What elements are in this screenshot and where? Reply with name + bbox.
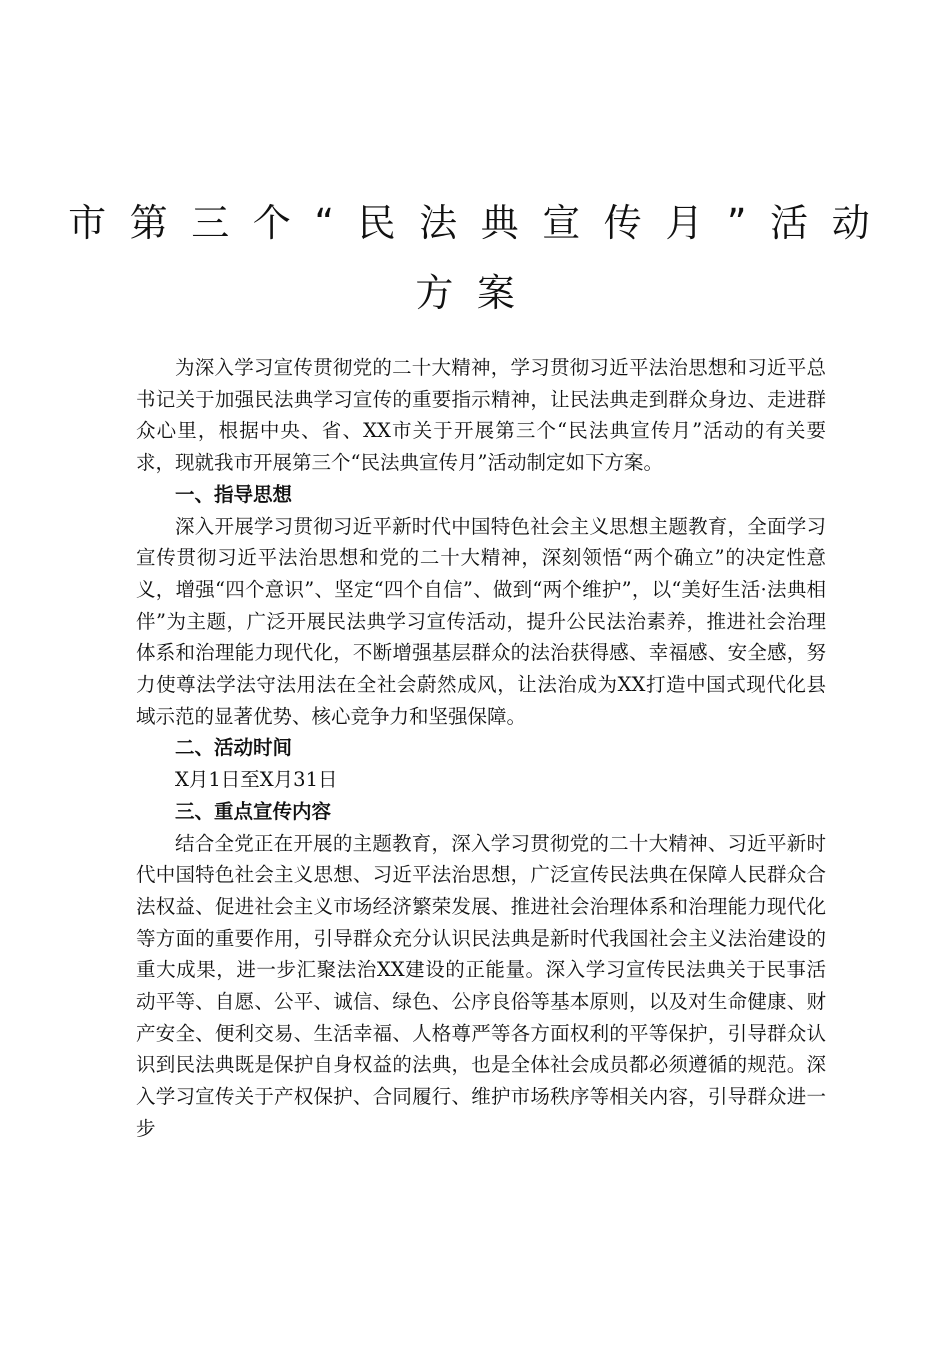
section-heading-activity-time: 二、活动时间 — [175, 736, 293, 760]
section-paragraph-guiding-thought: 深入开展学习贯彻习近平新时代中国特色社会主义思想主题教育，全面学习宣传贯彻习近平法治思想和党的二十大精神，深刻领悟“两个确立”的决定性意义，增强“四个意识”、坚定“四个自信”、做到“两个维护”，以“美好生活·法典相伴”为主题，广泛开展民法典学习宣传活动，提升公民法治素养，推进社会治理体系和治理能力现代化，不断增强基层群众的法治获得感、幸福感、安全感，努力使尊法学法守法用法在全社会蔚然成风，让法治成为XX打造中国式现代化县域示范的显著优势、核心竞争力和坚强保障。 — [136, 514, 826, 728]
section-heading-guiding-thought: 一、指导思想 — [175, 482, 293, 506]
section-paragraph-key-content: 结合全党正在开展的主题教育，深入学习贯彻党的二十大精神、习近平新时代中国特色社会主义思想、习近平法治思想，广泛宣传民法典在保障人民群众合法权益、促进社会主义市场经济繁荣发展、推进社会治理体系和治理能力现代化等方面的重要作用，引导群众充分认识民法典是新时代我国社会主义法治建设的重大成果，进一步汇聚法治XX建设的正能量。深入学习宣传民法典关于民事活动平等、自愿、公平、诚信、绿色、公序良俗等基本原则，以及对生命健康、财产安全、便利交易、生活幸福、人格尊严等各方面权利的平等保护，引导群众认识到民法典既是保护自身权益的法典，也是全体社会成员都必须遵循的规范。深入学习宣传关于产权保护、合同履行、维护市场秩序等相关内容，引导群众进一步 — [136, 831, 826, 1140]
intro-paragraph: 为深入学习宣传贯彻党的二十大精神，学习贯彻习近平法治思想和习近平总书记关于加强民法典学习宣传的重要指示精神，让民法典走到群众身边、走进群众心里，根据中央、省、XX市关于开展第三个“民法典宣传月”活动的有关要求，现就我市开展第三个“民法典宣传月”活动制定如下方案。 — [136, 356, 826, 475]
document-title-line-2: 方案 — [415, 271, 539, 315]
section-paragraph-activity-time: X月1日至X月31日 — [175, 768, 338, 792]
section-heading-key-content: 三、重点宣传内容 — [175, 799, 332, 823]
document-title-line-1: 市第三个“民法典宣传月”活动 — [68, 201, 894, 245]
document-body — [136, 352, 826, 1145]
